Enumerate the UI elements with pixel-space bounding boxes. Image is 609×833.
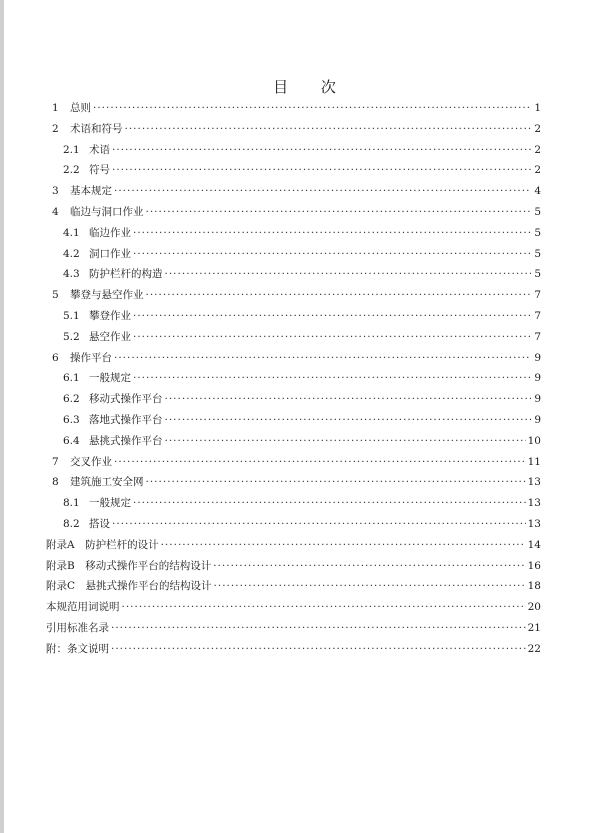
toc-entry[interactable] xyxy=(46,576,541,597)
toc-entry[interactable] xyxy=(46,285,541,306)
toc-dot-leader xyxy=(213,556,525,577)
toc-entry[interactable] xyxy=(46,618,541,639)
toc-entry[interactable] xyxy=(46,181,541,202)
toc-dot-leader xyxy=(133,493,526,514)
toc-dot-leader xyxy=(111,618,526,639)
toc-entry-title: 操作平台 xyxy=(70,351,112,364)
toc-entry-page-number: 9 xyxy=(534,351,541,364)
toc-entry-page-number: 2 xyxy=(534,143,541,156)
toc-dot-leader xyxy=(165,431,526,452)
toc-entry-title: 防护栏杆的构造 xyxy=(89,268,163,281)
toc-entry-title: 基本规定 xyxy=(70,185,112,198)
toc-entry[interactable] xyxy=(46,119,541,140)
toc-dot-leader xyxy=(133,327,531,348)
toc-dot-leader xyxy=(146,202,532,223)
toc-entry-number: 8.2 xyxy=(63,517,80,530)
toc-dot-leader xyxy=(161,535,526,556)
toc-entry-page-number: 7 xyxy=(534,309,541,322)
toc-dot-leader xyxy=(112,140,531,161)
toc-entry-title: 悬挑式操作平台 xyxy=(89,434,163,447)
toc-entry-title: 临边作业 xyxy=(89,226,131,239)
toc-entry-page-number: 5 xyxy=(534,205,541,218)
toc-entry-title: 移动式操作平台 xyxy=(89,393,163,406)
toc-dot-leader xyxy=(125,119,532,140)
toc-entry-page-number: 4 xyxy=(534,185,541,198)
toc-entry-page-number: 5 xyxy=(534,247,541,260)
toc-dot-leader xyxy=(133,244,531,265)
toc-entry-page-number: 22 xyxy=(527,642,541,655)
toc-entry[interactable] xyxy=(46,472,541,493)
toc-entry-title: 临边与洞口作业 xyxy=(70,205,144,218)
toc-entry[interactable] xyxy=(46,556,541,577)
toc-entry-title: 附录A 防护栏杆的设计 xyxy=(46,538,159,551)
toc-dot-leader xyxy=(114,181,531,202)
toc-dot-leader xyxy=(122,597,526,618)
toc-entry[interactable] xyxy=(46,410,541,431)
toc-dot-leader xyxy=(114,348,531,369)
toc-entry-title: 附录B 移动式操作平台的结构设计 xyxy=(46,559,212,572)
toc-dot-leader xyxy=(165,389,532,410)
toc-entry-title: 交叉作业 xyxy=(70,455,112,468)
toc-entry-page-number: 16 xyxy=(527,559,541,572)
toc-entry-page-number: 21 xyxy=(527,621,541,634)
toc-entry-page-number: 2 xyxy=(534,164,541,177)
toc-entry-number: 4.3 xyxy=(63,268,80,281)
toc-entry-page-number: 14 xyxy=(527,538,541,551)
toc-entry-page-number: 20 xyxy=(527,601,541,614)
toc-entry[interactable] xyxy=(46,389,541,410)
toc-dot-leader xyxy=(111,639,526,660)
toc-entry-number: 8.1 xyxy=(63,497,80,510)
toc-entry-number: 3 xyxy=(52,185,59,198)
toc-entry-page-number: 11 xyxy=(527,455,541,468)
toc-entry[interactable] xyxy=(46,223,541,244)
toc-entry-page-number: 13 xyxy=(527,476,541,489)
toc-entry[interactable] xyxy=(46,452,541,473)
toc-dot-leader xyxy=(133,223,531,244)
toc-entry-number: 6.4 xyxy=(63,434,80,447)
toc-entry[interactable] xyxy=(46,306,541,327)
toc-entry[interactable] xyxy=(46,160,541,181)
toc-entry-page-number: 5 xyxy=(534,226,541,239)
toc-entry-number: 4 xyxy=(52,205,59,218)
toc-entry-number: 2.1 xyxy=(63,143,80,156)
toc-dot-leader xyxy=(93,98,531,119)
table-of-contents xyxy=(46,98,541,660)
toc-entry-number: 8 xyxy=(52,476,59,489)
toc-entry[interactable] xyxy=(46,639,541,660)
toc-entry[interactable] xyxy=(46,431,541,452)
toc-entry[interactable] xyxy=(46,327,541,348)
toc-entry[interactable] xyxy=(46,597,541,618)
toc-entry[interactable] xyxy=(46,202,541,223)
toc-entry-page-number: 5 xyxy=(534,268,541,281)
toc-entry-page-number: 18 xyxy=(527,580,541,593)
toc-entry-page-number: 7 xyxy=(534,289,541,302)
page-title: 目 次 xyxy=(273,78,350,96)
toc-entry-title: 术语和符号 xyxy=(70,122,123,135)
toc-entry-number: 6.1 xyxy=(63,372,80,385)
toc-entry-page-number: 13 xyxy=(527,517,541,530)
toc-entry-number: 4.1 xyxy=(63,226,80,239)
toc-entry[interactable] xyxy=(46,368,541,389)
toc-dot-leader xyxy=(146,285,532,306)
toc-dot-leader xyxy=(146,472,526,493)
toc-entry-page-number: 10 xyxy=(527,434,541,447)
toc-entry-number: 5.1 xyxy=(63,309,80,322)
toc-entry-title: 本规范用词说明 xyxy=(46,601,120,614)
toc-entry-number: 6 xyxy=(52,351,59,364)
toc-entry-number: 7 xyxy=(52,455,59,468)
toc-dot-leader xyxy=(112,514,526,535)
toc-entry-number: 2 xyxy=(52,122,59,135)
toc-entry-title: 洞口作业 xyxy=(89,247,131,260)
toc-entry-number: 5.2 xyxy=(63,330,80,343)
toc-entry-title: 建筑施工安全网 xyxy=(70,476,144,489)
toc-entry-page-number: 2 xyxy=(534,122,541,135)
toc-entry-title: 一般规定 xyxy=(89,497,131,510)
toc-entry-title: 搭设 xyxy=(89,517,110,530)
toc-entry-number: 6.3 xyxy=(63,413,80,426)
toc-dot-leader xyxy=(214,576,526,597)
toc-entry-page-number: 9 xyxy=(534,393,541,406)
toc-entry-title: 术语 xyxy=(89,143,110,156)
toc-entry[interactable] xyxy=(46,535,541,556)
toc-entry[interactable] xyxy=(46,264,541,285)
toc-entry[interactable] xyxy=(46,514,541,535)
toc-entry-page-number: 1 xyxy=(534,102,541,114)
toc-entry-title: 引用标准名录 xyxy=(46,621,109,634)
page-left-edge xyxy=(0,0,4,833)
toc-entry-page-number: 7 xyxy=(534,330,541,343)
toc-dot-leader xyxy=(165,264,532,285)
toc-dot-leader xyxy=(114,452,526,473)
toc-dot-leader xyxy=(133,368,531,389)
toc-entry[interactable] xyxy=(46,140,541,161)
toc-entry[interactable] xyxy=(46,98,541,119)
toc-entry-number: 2.2 xyxy=(63,164,80,177)
toc-entry-title: 攀登与悬空作业 xyxy=(70,289,144,302)
toc-dot-leader xyxy=(133,306,531,327)
toc-entry[interactable] xyxy=(46,493,541,514)
toc-entry-title: 悬空作业 xyxy=(89,330,131,343)
toc-entry-page-number: 9 xyxy=(534,413,541,426)
toc-entry-title: 攀登作业 xyxy=(89,309,131,322)
toc-entry-title: 符号 xyxy=(89,164,110,177)
toc-dot-leader xyxy=(165,410,532,431)
toc-entry-title: 附：条文说明 xyxy=(46,642,109,655)
toc-entry-number: 6.2 xyxy=(63,393,80,406)
toc-dot-leader xyxy=(112,160,531,181)
toc-entry-number: 4.2 xyxy=(63,247,80,260)
toc-entry-number: 5 xyxy=(52,289,59,302)
toc-entry-number: 1 xyxy=(52,102,59,114)
toc-entry-page-number: 13 xyxy=(527,497,541,510)
toc-entry-title: 落地式操作平台 xyxy=(89,413,163,426)
toc-entry[interactable] xyxy=(46,244,541,265)
toc-entry-title: 附录C 悬挑式操作平台的结构设计 xyxy=(46,580,212,593)
toc-entry-title: 总则 xyxy=(70,102,91,114)
toc-entry-page-number: 9 xyxy=(534,372,541,385)
toc-entry[interactable] xyxy=(46,348,541,369)
toc-entry-title: 一般规定 xyxy=(89,372,131,385)
